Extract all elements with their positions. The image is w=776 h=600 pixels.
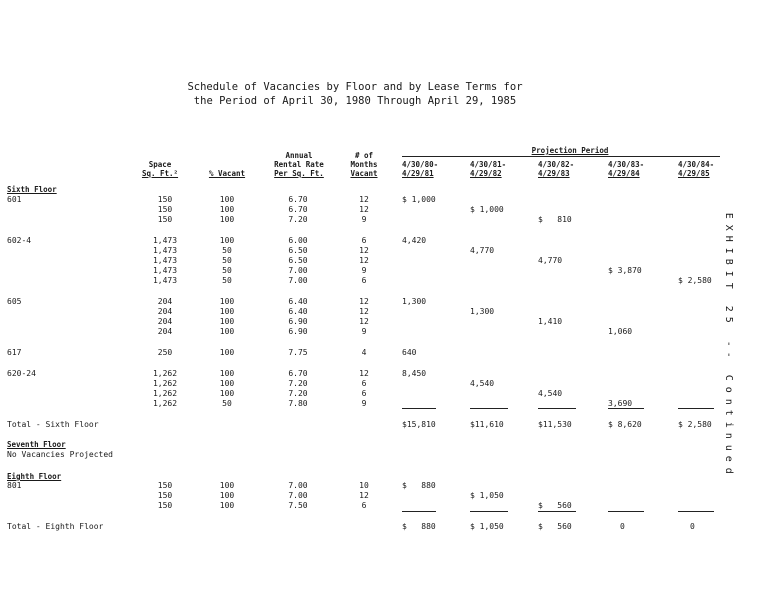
total-eighth-value: 0 bbox=[620, 522, 625, 531]
exhibit-side-label: E X H I B I T 2 5 - - C o n t i n u e d bbox=[722, 212, 734, 474]
vacant-cell: 100 bbox=[219, 297, 235, 306]
header-period-start: 4/30/80- bbox=[402, 160, 439, 169]
rate-cell: 7.00 bbox=[288, 266, 308, 275]
total8-rule-2 bbox=[470, 511, 508, 512]
space-cell: 1,473 bbox=[152, 246, 178, 255]
rate-cell: 7.00 bbox=[288, 491, 308, 500]
space-cell: 150 bbox=[157, 215, 173, 224]
space-cell: 150 bbox=[157, 205, 173, 214]
total-rule-1 bbox=[402, 408, 436, 409]
seventh-floor-label: Seventh Floor bbox=[7, 440, 66, 449]
space-cell: 150 bbox=[157, 195, 173, 204]
rate-cell: 6.40 bbox=[288, 297, 308, 306]
suite-label: 605 bbox=[7, 297, 22, 306]
total8-rule-5 bbox=[678, 511, 714, 512]
total-rule-5 bbox=[678, 408, 714, 409]
months-cell: 9 bbox=[361, 215, 367, 224]
total-sixth-value: $15,810 bbox=[402, 420, 436, 429]
header-period-start: 4/30/81- bbox=[470, 160, 507, 169]
suite-label: 602-4 bbox=[7, 236, 32, 245]
eighth-suite-801: 801 bbox=[7, 481, 22, 490]
space-cell: 150 bbox=[157, 501, 173, 510]
rate-cell: 7.00 bbox=[288, 276, 308, 285]
title-line-1: Schedule of Vacancies by Floor and by Lease Terms for bbox=[187, 81, 523, 93]
total-sixth-value: $11,530 bbox=[538, 420, 572, 429]
header-period-4 bbox=[608, 160, 644, 178]
header-period-end: 4/29/84 bbox=[608, 169, 640, 178]
months-cell: 6 bbox=[361, 389, 367, 398]
projection-cell: $ 3,870 bbox=[608, 266, 642, 275]
projection-cell: $ 1,050 bbox=[470, 491, 504, 500]
rate-cell: 6.00 bbox=[288, 236, 308, 245]
vacant-cell: 50 bbox=[222, 246, 232, 255]
suite-label: 617 bbox=[7, 348, 22, 357]
space-cell: 204 bbox=[157, 327, 173, 336]
total8-rule-1 bbox=[402, 511, 436, 512]
projection-rule bbox=[402, 156, 720, 157]
header-period-5 bbox=[678, 160, 714, 178]
space-cell: 1,262 bbox=[152, 369, 178, 378]
header-period-end: 4/29/81 bbox=[402, 169, 434, 178]
projection-cell: 640 bbox=[402, 348, 417, 357]
months-cell: 10 bbox=[359, 481, 369, 490]
rate-cell: 6.50 bbox=[288, 246, 308, 255]
space-cell: 150 bbox=[157, 491, 173, 500]
total-eighth-value: 0 bbox=[690, 522, 695, 531]
projection-cell: $ 1,000 bbox=[470, 205, 504, 214]
months-cell: 4 bbox=[361, 348, 367, 357]
total-sixth-value: $ 8,620 bbox=[608, 420, 642, 429]
vacant-cell: 100 bbox=[219, 215, 235, 224]
months-cell: 12 bbox=[359, 246, 369, 255]
months-cell: 6 bbox=[361, 276, 367, 285]
total8-rule-4 bbox=[608, 511, 644, 512]
projection-cell: 4,770 bbox=[470, 246, 495, 255]
months-cell: 12 bbox=[359, 369, 369, 378]
projection-cell: 4,540 bbox=[538, 389, 563, 398]
months-cell: 12 bbox=[359, 256, 369, 265]
vacant-cell: 100 bbox=[219, 379, 235, 388]
projection-cell: 1,300 bbox=[402, 297, 427, 306]
header-space: Space Sq. Ft.² bbox=[141, 160, 179, 178]
total-eighth-value: $ 1,050 bbox=[470, 522, 504, 531]
header-period-end: 4/29/83 bbox=[538, 169, 570, 178]
total-rule-4 bbox=[608, 408, 644, 409]
total8-rule-3 bbox=[538, 511, 576, 512]
total-rule-2 bbox=[470, 408, 508, 409]
suite-label: 601 bbox=[7, 195, 22, 204]
suite-label: 620-24 bbox=[7, 369, 36, 378]
rate-cell: 6.70 bbox=[288, 369, 308, 378]
title-line-2: the Period of April 30, 1980 Through April 29, 1985 bbox=[193, 95, 517, 107]
header-rental-rate: Annual Rental Rate Per Sq. Ft. bbox=[274, 151, 324, 178]
space-cell: 204 bbox=[157, 307, 173, 316]
header-months-vacant: # of Months Vacant bbox=[350, 151, 378, 178]
vacant-cell: 100 bbox=[219, 327, 235, 336]
months-cell: 9 bbox=[361, 327, 367, 336]
header-projection-period: Projection Period bbox=[531, 146, 609, 155]
months-cell: 12 bbox=[359, 297, 369, 306]
projection-cell: $ 880 bbox=[402, 481, 436, 490]
header-period-1 bbox=[402, 160, 438, 178]
vacant-cell: 100 bbox=[219, 205, 235, 214]
projection-cell: 8,450 bbox=[402, 369, 427, 378]
eighth-floor-label: Eighth Floor bbox=[7, 472, 62, 481]
space-cell: 204 bbox=[157, 317, 173, 326]
space-cell: 1,473 bbox=[152, 266, 178, 275]
total-rule-3 bbox=[538, 408, 576, 409]
projection-cell: 1,410 bbox=[538, 317, 563, 326]
months-cell: 12 bbox=[359, 205, 369, 214]
rate-cell: 6.70 bbox=[288, 195, 308, 204]
vacant-cell: 50 bbox=[222, 256, 232, 265]
months-cell: 6 bbox=[361, 501, 367, 510]
months-cell: 12 bbox=[359, 195, 369, 204]
rate-cell: 7.20 bbox=[288, 389, 308, 398]
rate-cell: 7.20 bbox=[288, 379, 308, 388]
months-cell: 6 bbox=[361, 379, 367, 388]
rate-cell: 7.75 bbox=[288, 348, 308, 357]
projection-cell: $ 1,000 bbox=[402, 195, 436, 204]
vacant-cell: 100 bbox=[219, 369, 235, 378]
projection-cell: 3,690 bbox=[608, 399, 633, 408]
total-eighth-label: Total - Eighth Floor bbox=[7, 522, 104, 531]
space-cell: 150 bbox=[157, 481, 173, 490]
months-cell: 9 bbox=[361, 266, 367, 275]
header-period-start: 4/30/82- bbox=[538, 160, 575, 169]
vacant-cell: 100 bbox=[219, 317, 235, 326]
rate-cell: 7.20 bbox=[288, 215, 308, 224]
header-period-end: 4/29/85 bbox=[678, 169, 710, 178]
rate-cell: 6.40 bbox=[288, 307, 308, 316]
vacant-cell: 50 bbox=[222, 266, 232, 275]
rate-cell: 7.80 bbox=[288, 399, 308, 408]
total-sixth-value: $ 2,580 bbox=[678, 420, 712, 429]
months-cell: 9 bbox=[361, 399, 367, 408]
space-cell: 204 bbox=[157, 297, 173, 306]
projection-cell: 4,770 bbox=[538, 256, 563, 265]
space-cell: 1,262 bbox=[152, 399, 178, 408]
projection-cell: 1,300 bbox=[470, 307, 495, 316]
projection-cell: 4,540 bbox=[470, 379, 495, 388]
header-period-end: 4/29/82 bbox=[470, 169, 502, 178]
space-cell: 250 bbox=[157, 348, 173, 357]
total-eighth-value: $ 880 bbox=[402, 522, 436, 531]
rate-cell: 7.00 bbox=[288, 481, 308, 490]
months-cell: 12 bbox=[359, 491, 369, 500]
months-cell: 12 bbox=[359, 307, 369, 316]
projection-cell: $ 2,580 bbox=[678, 276, 712, 285]
space-cell: 1,473 bbox=[152, 256, 178, 265]
header-period-start: 4/30/83- bbox=[608, 160, 645, 169]
months-cell: 6 bbox=[361, 236, 367, 245]
projection-cell: 1,060 bbox=[608, 327, 633, 336]
rate-cell: 6.70 bbox=[288, 205, 308, 214]
projection-cell: 4,420 bbox=[402, 236, 427, 245]
vacant-cell: 50 bbox=[222, 276, 232, 285]
space-cell: 1,262 bbox=[152, 379, 178, 388]
total-eighth-value: $ 560 bbox=[538, 522, 572, 531]
space-cell: 1,473 bbox=[152, 276, 178, 285]
vacant-cell: 50 bbox=[222, 399, 232, 408]
rate-cell: 6.90 bbox=[288, 317, 308, 326]
rate-cell: 7.50 bbox=[288, 501, 308, 510]
vacant-cell: 100 bbox=[219, 491, 235, 500]
total-sixth-value: $11,610 bbox=[470, 420, 504, 429]
vacant-cell: 100 bbox=[219, 481, 235, 490]
vacant-cell: 100 bbox=[219, 195, 235, 204]
vacant-cell: 100 bbox=[219, 307, 235, 316]
space-cell: 1,473 bbox=[152, 236, 178, 245]
sixth-floor-label: Sixth Floor bbox=[7, 185, 57, 194]
vacant-cell: 100 bbox=[219, 501, 235, 510]
projection-cell: $ 560 bbox=[538, 501, 572, 510]
vacant-cell: 100 bbox=[219, 389, 235, 398]
header-period-2 bbox=[470, 160, 506, 178]
months-cell: 12 bbox=[359, 317, 369, 326]
total-sixth-label: Total - Sixth Floor bbox=[7, 420, 99, 429]
rate-cell: 6.50 bbox=[288, 256, 308, 265]
header-vacant: % Vacant bbox=[208, 169, 246, 178]
seventh-floor-note: No Vacancies Projected bbox=[7, 450, 113, 459]
space-cell: 1,262 bbox=[152, 389, 178, 398]
header-period-3 bbox=[538, 160, 574, 178]
vacant-cell: 100 bbox=[219, 348, 235, 357]
header-period-start: 4/30/84- bbox=[678, 160, 715, 169]
rate-cell: 6.90 bbox=[288, 327, 308, 336]
projection-cell: $ 810 bbox=[538, 215, 572, 224]
vacant-cell: 100 bbox=[219, 236, 235, 245]
